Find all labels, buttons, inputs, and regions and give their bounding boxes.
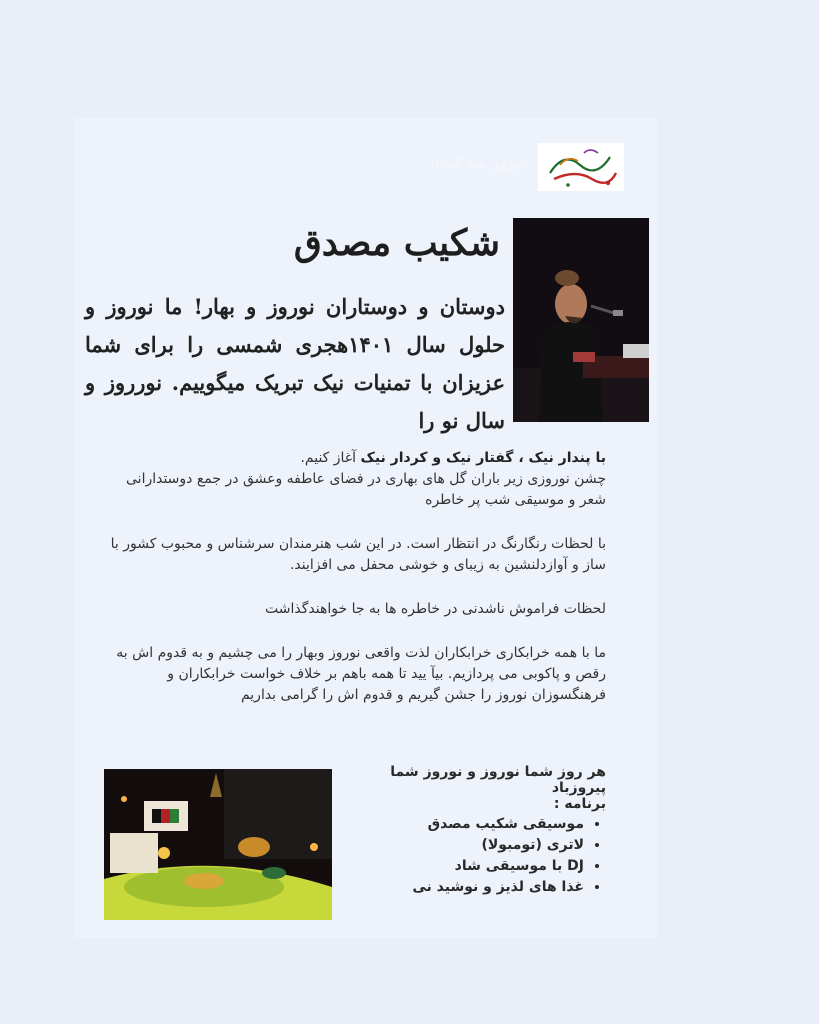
program-item: • لاتری (تومبولا)	[340, 835, 584, 856]
body-text	[98, 448, 606, 706]
greeting-text: دوستان و دوستاران نوروز و بهار! ما نوروز و حلول سال ۱۴۰۱هجری شمسی را برای شما عزیزان با تمنیات نیک تبریک میگوییم. نورروز و سال نو را	[85, 294, 505, 433]
motto-line	[98, 448, 606, 469]
program-list	[340, 814, 606, 898]
program-section	[340, 796, 606, 898]
motto-rest: آغاز کنیم.	[300, 450, 361, 466]
page-title: شکیب مصدق	[293, 222, 500, 264]
paragraph-2: با لحظات رنگارنگ در انتظار است. در این شب هنرمندان سرشناس و محبوب کشور با ساز و آوازدلنشین به زیبای و خوشی محفل می افزایند.	[110, 536, 606, 573]
motto-bold: با پندار نیک ، گفتار نیک و کردار نیک	[360, 450, 606, 466]
paragraph-1: چشن نوروزی زیر باران گل های بهاری در فضای عاطفه وعشق در جمع دوستدارانی شعر و موسیقی شب پر خاطره	[126, 471, 606, 508]
program-item: • DJ با موسیقی شاد	[340, 856, 584, 877]
haftsin-table-photo	[104, 769, 332, 920]
program-item: • موسیقی شکیب مصدق	[340, 814, 584, 835]
program-heading: برنامه :	[553, 796, 606, 812]
logo	[538, 143, 624, 191]
performer-photo	[513, 218, 649, 422]
wish-line: هر روز شما نوروز و نوروز شما پیروزباد	[390, 764, 606, 796]
logo-calligraphy-icon	[538, 143, 624, 191]
paragraph-3: لحظات فراموش ناشدنی در خاطره ها به جا خواهندگذاشت	[265, 601, 606, 617]
watermark-text: نوروز مبارک باد	[428, 154, 525, 172]
program-item: • غذا های لذیز و نوشید نی	[340, 877, 584, 898]
paragraph-4: ما با همه خرابکاری خرابکاران لذت واقعی نوروز وبهار را می چشیم و به قدوم اش به رقص و پاکوبی می پردازیم. بیآ یید تا همه باهم بر خلاف خواست خرابکاران و فرهنگسوزان نوروز را جشن گیریم و قدوم اش را گرامی بداریم	[116, 645, 606, 703]
